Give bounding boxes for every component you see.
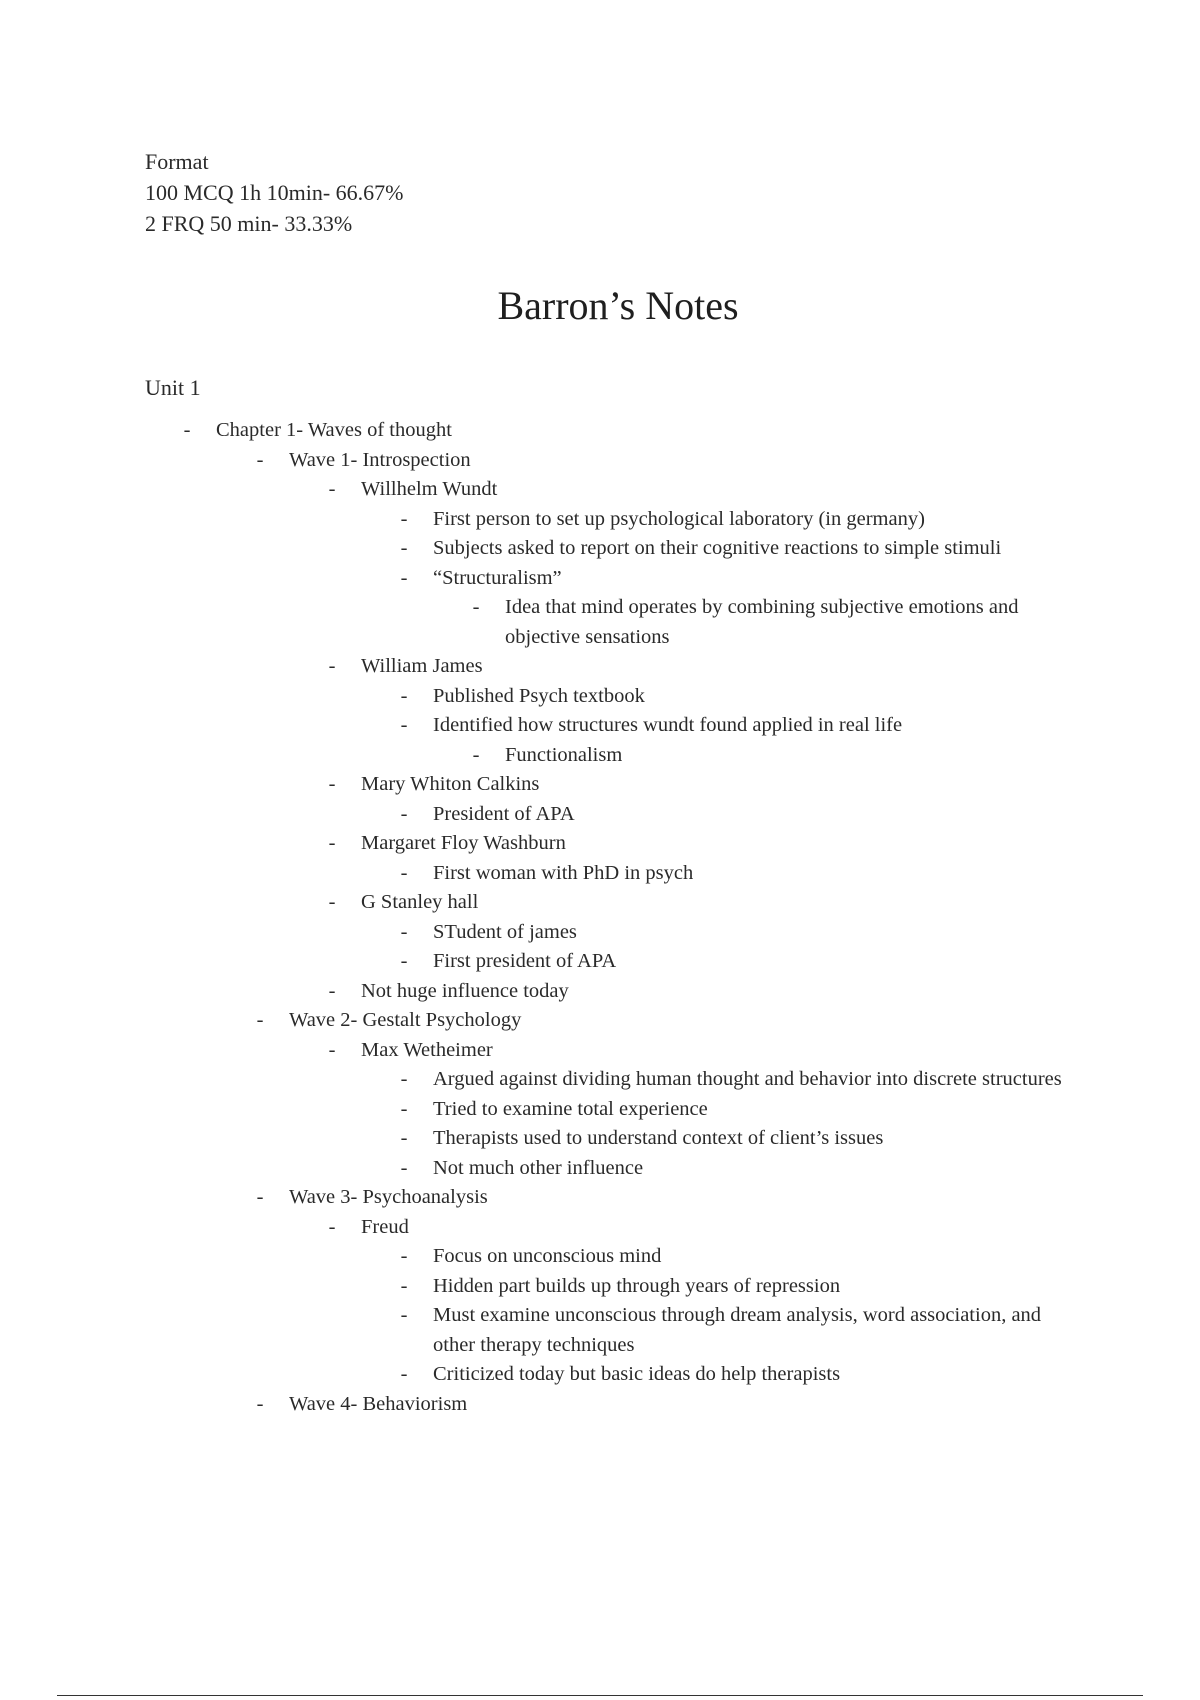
outline-item-text: Wave 1- Introspection: [289, 448, 471, 471]
outline-item: [328, 652, 1070, 682]
unit-heading: Unit 1: [145, 375, 201, 400]
outline-item-text: Tried to examine total experience: [433, 1097, 708, 1120]
outline-item-text: Mary Whiton Calkins: [361, 773, 540, 795]
bullet-dash-icon: -: [400, 684, 408, 707]
outline-item-text: Functionalism: [505, 743, 623, 766]
outline-item: [328, 888, 1070, 918]
outline-item: [400, 1095, 1070, 1125]
bullet-dash-icon: -: [400, 507, 408, 530]
outline-item-text: Subjects asked to report on their cognitive reactions to simple stimuli: [433, 537, 1002, 559]
bullet-dash-icon: -: [328, 1215, 336, 1238]
outline-item-text: Wave 3- Psychoanalysis: [289, 1186, 488, 1208]
outline-item-text: Focus on unconscious mind: [433, 1245, 662, 1267]
outline-item: [472, 593, 1070, 652]
outline-item-text: STudent of james: [433, 920, 577, 943]
format-heading: Format: [145, 149, 209, 174]
bullet-dash-icon: -: [328, 478, 336, 500]
outline-item: [400, 800, 1070, 830]
outline-item: [256, 446, 1070, 476]
outline-item: [400, 1242, 1070, 1272]
bullet-dash-icon: -: [400, 861, 408, 884]
outline-item: [328, 770, 1070, 800]
bullet-dash-icon: -: [328, 832, 336, 854]
outline-item: [400, 534, 1070, 564]
outline-item-text: Idea that mind operates by combining subjective emotions and objective sensations: [505, 596, 1019, 648]
outline-item-text: Not huge influence today: [361, 979, 569, 1002]
bullet-dash-icon: -: [400, 950, 408, 972]
notes-outline: [0, 416, 1200, 1419]
bullet-dash-icon: -: [256, 1186, 264, 1208]
bullet-dash-icon: -: [400, 802, 408, 825]
bullet-dash-icon: -: [472, 743, 480, 766]
bullet-dash-icon: -: [400, 1156, 408, 1179]
bullet-dash-icon: -: [256, 448, 264, 471]
outline-item-text: Chapter 1- Waves of thought: [216, 419, 452, 441]
bullet-dash-icon: -: [256, 1009, 264, 1031]
outline-item: [400, 505, 1070, 535]
outline-item: [400, 947, 1070, 977]
page-bottom-rule: [57, 1695, 1143, 1696]
outline-item: [256, 1006, 1070, 1036]
outline-item-text: First person to set up psychological laboratory (in germany): [433, 507, 925, 530]
outline-item: [328, 1036, 1070, 1066]
bullet-dash-icon: -: [400, 1363, 408, 1385]
format-section: [145, 146, 404, 239]
bullet-dash-icon: -: [400, 566, 408, 589]
outline-item-text: Not much other influence: [433, 1156, 644, 1179]
outline-item-text: Wave 4- Behaviorism: [289, 1392, 468, 1415]
bullet-dash-icon: -: [400, 714, 408, 736]
outline-item-text: Identified how structures wundt found applied in real life: [433, 714, 903, 736]
outline-item: [328, 475, 1070, 505]
outline-item: [328, 829, 1070, 859]
bullet-dash-icon: -: [328, 655, 336, 677]
outline-item: [328, 977, 1070, 1007]
outline-item: [400, 564, 1070, 594]
outline-item: [183, 416, 1070, 446]
outline-item: [400, 1360, 1070, 1390]
format-mcq-line: 100 MCQ 1h 10min- 66.67%: [145, 180, 404, 205]
bullet-dash-icon: -: [400, 1304, 408, 1326]
outline-item-text: First president of APA: [433, 950, 617, 972]
outline-item-text: Willhelm Wundt: [361, 478, 498, 500]
outline-item: [400, 859, 1070, 889]
outline-item: [400, 1301, 1070, 1360]
outline-item-text: First woman with PhD in psych: [433, 861, 694, 884]
bullet-dash-icon: -: [400, 1274, 408, 1297]
outline-item: [256, 1183, 1070, 1213]
bullet-dash-icon: -: [400, 1127, 408, 1149]
outline-item: [400, 711, 1070, 741]
outline-item-text: Argued against dividing human thought and behavior into discrete structures: [433, 1068, 1062, 1090]
bullet-dash-icon: -: [400, 537, 408, 559]
bullet-dash-icon: -: [328, 773, 336, 795]
format-frq-line: 2 FRQ 50 min- 33.33%: [145, 211, 353, 236]
bullet-dash-icon: -: [183, 419, 191, 441]
outline-item-text: Therapists used to understand context of client’s issues: [433, 1127, 884, 1149]
document-title: Barron’s Notes: [497, 283, 739, 328]
outline-item: [400, 1124, 1070, 1154]
bullet-dash-icon: -: [472, 596, 480, 618]
outline-item: [400, 918, 1070, 948]
outline-item-text: William James: [361, 655, 483, 677]
outline-item-text: Criticized today but basic ideas do help therapists: [433, 1363, 841, 1385]
outline-item: [400, 1154, 1070, 1184]
outline-item-text: Freud: [361, 1215, 409, 1238]
outline-item: [400, 1065, 1070, 1095]
bullet-dash-icon: -: [328, 891, 336, 913]
outline-item-text: “Structuralism”: [433, 566, 562, 589]
outline-item: [328, 1213, 1070, 1243]
outline-item: [400, 682, 1070, 712]
bullet-dash-icon: -: [400, 1245, 408, 1267]
bullet-dash-icon: -: [400, 1068, 408, 1090]
outline-item-text: Max Wetheimer: [361, 1038, 493, 1061]
outline-item-text: Margaret Floy Washburn: [361, 832, 566, 854]
outline-item: [472, 741, 1070, 771]
outline-item: [400, 1272, 1070, 1302]
outline-item-text: Wave 2- Gestalt Psychology: [289, 1009, 522, 1031]
bullet-dash-icon: -: [256, 1392, 264, 1415]
outline-item-text: Published Psych textbook: [433, 684, 645, 707]
bullet-dash-icon: -: [328, 979, 336, 1002]
outline-item-text: President of APA: [433, 802, 575, 825]
bullet-dash-icon: -: [400, 920, 408, 943]
bullet-dash-icon: -: [328, 1038, 336, 1061]
outline-item-text: Hidden part builds up through years of repression: [433, 1274, 841, 1297]
outline-item-text: G Stanley hall: [361, 891, 479, 913]
outline-item-text: Must examine unconscious through dream analysis, word association, and other therapy techniques: [433, 1304, 1042, 1356]
outline-item: [256, 1390, 1070, 1420]
bullet-dash-icon: -: [400, 1097, 408, 1120]
